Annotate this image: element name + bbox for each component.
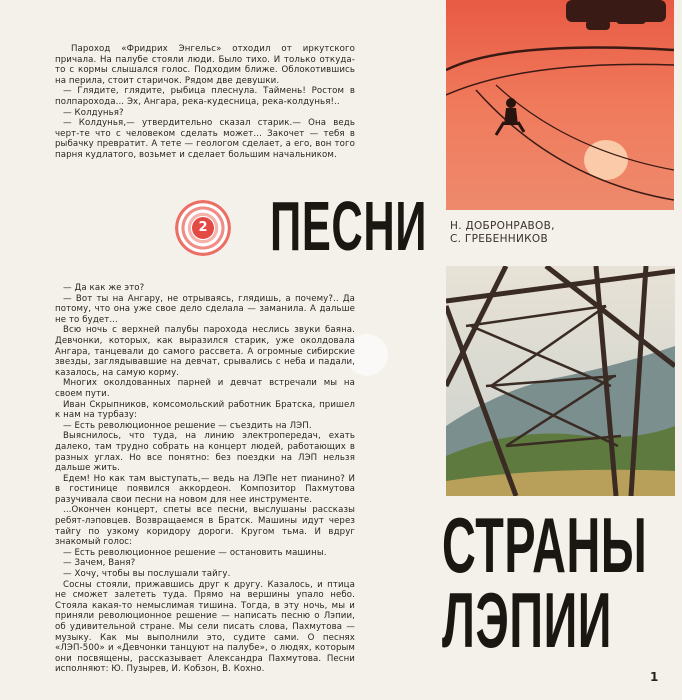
title-pesni: ПЕСНИ [270,187,428,265]
paragraph: Едем! Но как там выступать,— ведь на ЛЭПе нет пианино? И в гостинице появился аккордеон. Композитор Пахмутова разучивала свои песни на новом для нее инструменте. [55,473,355,505]
page-number: 1 [650,670,659,684]
sunset-power-line-photo [446,0,674,210]
paragraph: — Вот ты на Ангару, не отрываясь, глядишь, а почему?.. Да потому, что она уже свое дело сделала — заманила. А дальше не то будет... [55,293,355,325]
paragraph: Пароход «Фридрих Энгельс» отходил от иркутского причала. На палубе стояли люди. Было тихо. И только откуда-то с кормы слышался голос. Подходим ближе. Облокотившись на перила, стоит старичок. Рядом две девушки. [55,44,355,86]
paragraph: — Глядите, глядите, рыбица плеснула. Таймень! Ростом в полпарохода... Эх, Ангара, река-кудесница, река-колдунья!.. [55,86,355,107]
paragraph: ...Окончен концерт, спеты все песни, выслушаны рассказы ребят-лэповцев. Возвращаемся в Братск. Машины идут через тайгу по узкому коридору дороги. Кругом тьма. И вдруг знакомый голос: [55,505,355,548]
paragraph: — Зачем, Ваня? [63,558,136,569]
paragraph: — Колдунья,— утвердительно сказал старик.— Она ведь черт-те что с человеком сделать может... Закочет — тебя в рыбачку превратит. А тете — геологом сделает, а его, вон того парня кудлатого, возьмет и сделает большим начальником. [55,118,355,160]
paragraph: — Есть революционное решение — съездить на ЛЭП. [63,420,312,431]
paragraph: Всю ночь с верхней палубы парохода неслись звуки баяна. Девчонки, которых, как выразился старик, уже околдовала Ангара, танцевали до самого рассвета. А огромные сибирские звезды, заглядывавшие на девчат, срывались с неба и падали, казалось, на самую корму. [55,325,355,378]
paragraph: — Да как же это? [63,283,145,293]
paragraph: — Колдунья? [63,107,124,118]
title-lepii: ЛЭПИИ [442,576,613,664]
paragraph: Сосны стояли, прижавшись друг к другу. Казалось, и птица не сможет залететь туда. Прямо на вершины упало небо. Стояла какая-то немыслимая тишина. Тогда, в эту ночь, мы и приняли революционное решение — написать песню о Лэпии, об удивительной стране. Мы сели писать слова, Пахмутова — музыку. Как мы выполнили это, судите сами. О песнях «ЛЭП-500» и «Девчонки танцуют на палубе», о людях, которым они посвящены, рассказывает Александра Пахмутова. Песни исполняют: Ю. Пузырев, И. Кобзон, В. Кохно. [55,579,355,675]
paragraph: — Есть революционное решение — остановить машины. [63,547,327,558]
authors [450,220,555,246]
record-number: 2 [192,217,214,239]
paragraph: Многих околдованных парней и девчат встречали мы на своем пути. [55,378,355,399]
paragraph: Выяснилось, что туда, на линию электропередач, ехать далеко, там трудно собрать на концерт людей, работающих в разных углах. Но все понятно: без поездки на ЛЭП нельзя дальше жить. [55,431,355,474]
main-text-block [55,283,355,675]
intro-text-block [55,44,355,161]
title-strany: СТРАНЫ [442,501,648,589]
paragraph: — Хочу, чтобы вы послушали тайгу. [63,569,231,580]
author-name: Н. ДОБРОНРАВОВ, [450,220,555,232]
power-tower-photo [446,266,675,496]
author-name: С. ГРЕБЕННИКОВ [450,233,548,245]
paragraph: Иван Скрыпников, комсомольский работник Братска, пришел к нам на турбазу: [55,399,355,421]
